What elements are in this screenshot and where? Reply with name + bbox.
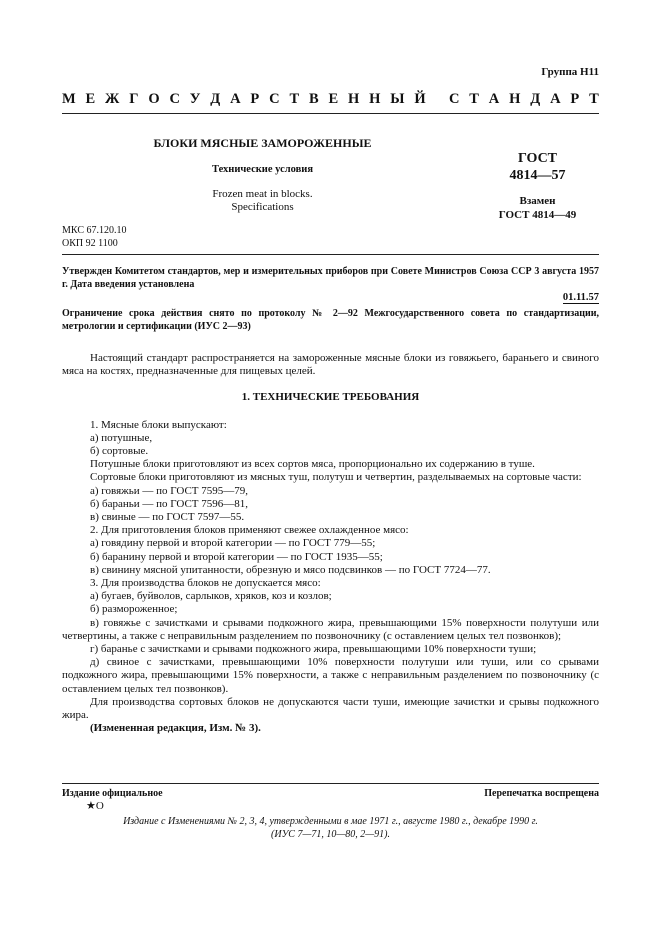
list-item: д) свиное с зачистками, превышающими 10% поверхности полутуши или туши, или со срывами подкожного жира, превышающими 15% поверхности, а также с неправильным разделением по позвоночнику (с оставлением целых тел позвонков). xyxy=(62,656,599,695)
english-title-line-2: Specifications xyxy=(231,201,294,213)
list-item: а) потушные, xyxy=(90,431,153,444)
list-item: а) говядину первой и второй категории — по ГОСТ 779—55; xyxy=(90,537,376,550)
list-item: б) сортовые. xyxy=(90,445,149,458)
paragraph: 1. Мясные блоки выпускают: xyxy=(90,418,227,431)
footer-rule xyxy=(62,783,599,784)
banner-letter: Р xyxy=(250,91,260,107)
banner-letter: Н xyxy=(369,91,381,107)
paragraph: 2. Для приготовления блоков применяют свежее охлажденное мясо: xyxy=(90,524,409,537)
section-rule xyxy=(62,254,599,255)
section-heading: 1. ТЕХНИЧЕСКИЕ ТРЕБОВАНИЯ xyxy=(241,391,420,404)
banner-letter: А xyxy=(230,91,241,107)
mks-code: МКС 67.120.10 xyxy=(62,225,127,236)
amendment-note: (Измененная редакция, Изм. № 3). xyxy=(90,722,261,735)
banner-letter: Т xyxy=(469,91,479,107)
banner-letter: Ы xyxy=(390,91,405,107)
banner-letter: С xyxy=(169,91,180,107)
paragraph: Потушные блоки приготовляют из всех сортов мяса, пропорционально их содержанию в туше. xyxy=(90,458,535,471)
banner-letter: В xyxy=(308,91,319,107)
scope-paragraph: Настоящий стандарт распространяется на замороженные мясные блоки из говяжьего, бараньего и свиного мяса на костях, предназначенные для пищевых целей. xyxy=(62,352,599,378)
banner-letter xyxy=(435,91,439,108)
banner-letter: Д xyxy=(530,91,541,107)
gost-code: 4814—57 xyxy=(509,168,566,183)
gost-number xyxy=(490,150,585,184)
replaces-block xyxy=(480,194,595,222)
list-item: г) баранье с зачистками и срывами подкожного жира, превышающими 10% поверхности туши; xyxy=(90,643,537,656)
document-title: БЛОКИ МЯСНЫЕ ЗАМОРОЖЕННЫЕ xyxy=(153,136,372,150)
restriction-note: Ограничение срока действия снято по протоколу № 2—92 Межгосударственного совета по стандартизации, метрологии и сертификации (ИУС 2—93) xyxy=(62,308,599,332)
english-title xyxy=(120,188,405,214)
approval-note: Утвержден Комитетом стандартов, мер и измерительных приборов при Совете Министров Союза ССР 3 августа 1957 г. Дата введения установлена xyxy=(62,266,599,290)
banner-letter: Г xyxy=(129,91,139,107)
list-item: б) баранину первой и второй категории — по ГОСТ 1935—55; xyxy=(90,550,383,563)
banner-letter: А xyxy=(550,91,561,107)
list-item: в) говяжье с зачистками и срывами подкожного жира, превышающими 15% поверхности полутуши или четвертины, а также с неправильным разделением по позвоночнику (с оставлением целых тел позвонков); xyxy=(62,616,599,642)
list-item: б) бараньи — по ГОСТ 7596—81, xyxy=(90,497,249,510)
edition-info-line-1: Издание с Изменениями № 2, 3, 4, утвержденными в мае 1971 г., августе 1980 г., декабре 1990 г. xyxy=(123,816,538,827)
replaces-gost: ГОСТ 4814—49 xyxy=(498,209,577,221)
reprint-notice: Перепечатка воспрещена xyxy=(484,788,599,799)
banner-letter: М xyxy=(62,91,76,107)
list-item: а) бугаев, буйволов, сарлыков, хряков, коз и козлов; xyxy=(90,590,332,603)
banner-letter: А xyxy=(488,91,500,107)
document-subtitle: Технические условия xyxy=(211,164,314,175)
banner-letter: С xyxy=(269,91,280,107)
paragraph: Для производства сортовых блоков не допускаются части туши, имеющие зачистки и срывы подкожного жира. xyxy=(62,695,599,722)
edition-marks: ★О xyxy=(86,800,104,812)
banner-letter: Н xyxy=(348,91,360,107)
intro-date xyxy=(563,292,599,303)
banner-letter: Ж xyxy=(105,91,120,107)
paragraph: Сортовые блоки приготовляют из мясных туш, полутуш и четвертин, разделываемых на сортовые части: xyxy=(90,471,582,484)
gost-label: ГОСТ xyxy=(517,151,558,166)
banner-letter: О xyxy=(148,91,160,107)
header-rule xyxy=(62,113,599,114)
banner-letter: Т xyxy=(289,91,300,107)
banner-letter: У xyxy=(189,91,201,107)
banner-letter: Р xyxy=(570,91,580,107)
banner-letter: Й xyxy=(414,91,426,107)
official-edition: Издание официальное xyxy=(62,788,163,799)
list-item: в) свинину мясной упитанности, обрезную и мясо подсвинков — по ГОСТ 7724—77. xyxy=(90,563,491,576)
banner-letter: Д xyxy=(210,91,221,107)
banner-letter: С xyxy=(448,91,460,107)
okp-code: ОКП 92 1100 xyxy=(62,237,118,249)
english-title-line-1: Frozen meat in blocks. xyxy=(212,188,313,200)
edition-info xyxy=(62,815,599,841)
edition-info-line-2: (ИУС 7—71, 10—80, 2—91). xyxy=(271,829,390,840)
classification-codes xyxy=(62,225,126,250)
banner-letter: Е xyxy=(85,91,96,107)
banner-letter: Е xyxy=(328,91,339,107)
list-item: б) размороженное; xyxy=(90,603,178,616)
intro-date-value: 01.11.57 xyxy=(562,292,599,303)
list-item: а) говяжьи — по ГОСТ 7595—79, xyxy=(90,484,249,497)
standard-banner xyxy=(62,91,599,108)
list-item: в) свиные — по ГОСТ 7597—55. xyxy=(90,511,245,524)
paragraph: 3. Для производства блоков не допускается мясо: xyxy=(90,577,321,590)
replaces-label: Взамен xyxy=(519,195,556,207)
banner-letter: Н xyxy=(509,91,521,107)
document-body xyxy=(62,352,599,735)
group-label: Группа Н11 xyxy=(541,66,599,78)
banner-letter: Т xyxy=(589,91,599,107)
